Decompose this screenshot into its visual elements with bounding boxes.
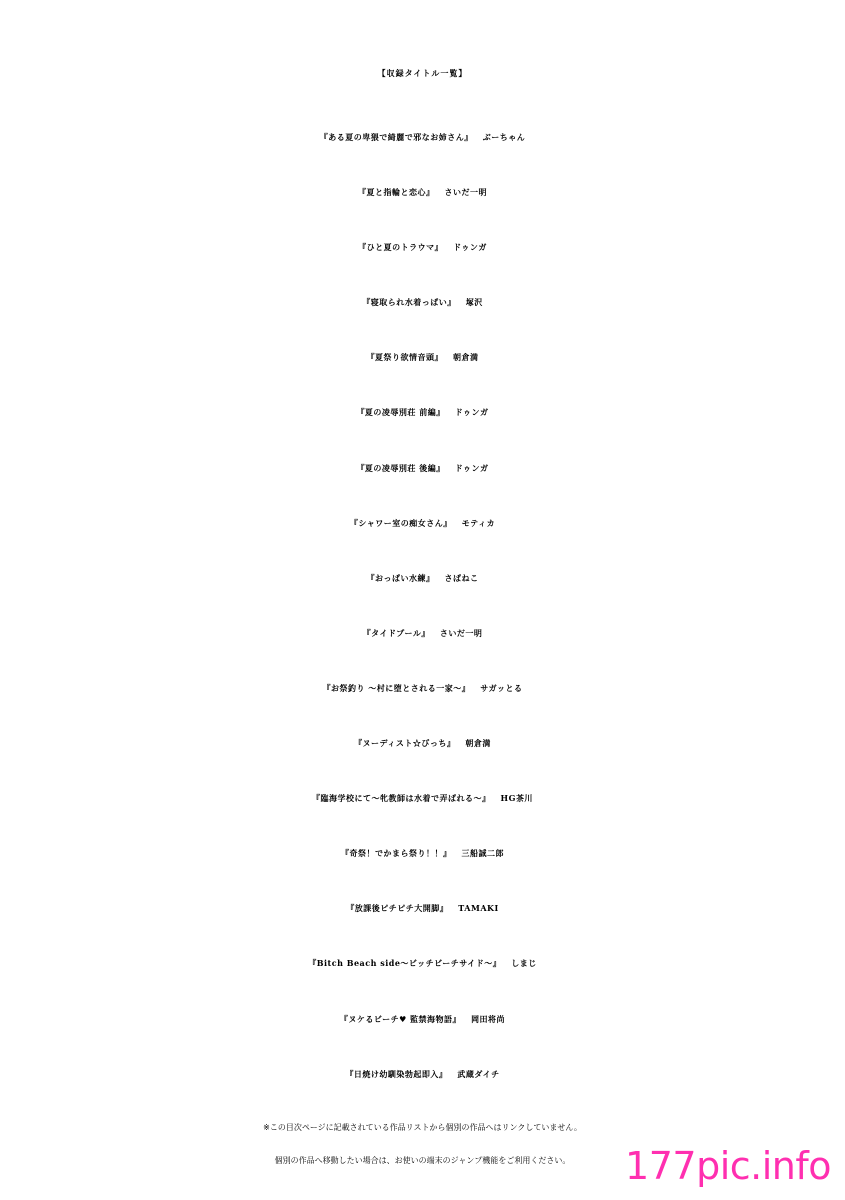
list-item xyxy=(0,167,845,222)
list-item xyxy=(0,773,845,828)
entry-title: 『日焼け幼馴染勃起即入』 xyxy=(345,1068,448,1079)
entry-author: 塚沢 xyxy=(465,297,483,308)
entry-author: ドゥンガ xyxy=(453,242,487,253)
entry-title: 『寝取られ水着っぱい』 xyxy=(362,297,456,308)
entry-author: さばねこ xyxy=(444,572,479,583)
list-item xyxy=(0,828,845,883)
entry-title: 『夏の凌辱別荘 前編』 xyxy=(356,407,445,418)
list-item xyxy=(0,553,845,608)
page-title: 【収録タイトル一覧】 xyxy=(377,68,468,78)
entry-title: 『ひと夏のトラウマ』 xyxy=(358,242,444,253)
entry-title: 『シャワー室の痴女さん』 xyxy=(349,517,452,528)
list-item xyxy=(0,883,845,938)
list-item xyxy=(0,994,845,1049)
list-item xyxy=(0,498,845,553)
list-item xyxy=(0,938,845,993)
entry-title: 『タイドプール』 xyxy=(362,627,430,638)
link-notice: ※この目次ページに記載されている作品リストから個別の作品へはリンクしていません。 xyxy=(263,1123,582,1132)
entry-author: ぶーちゃん xyxy=(482,132,526,142)
list-item xyxy=(0,277,845,332)
entry-title: 『ヌケるビーチ♥ 監禁海物語』 xyxy=(339,1013,462,1024)
list-item xyxy=(0,443,845,498)
entry-author: さいだ一明 xyxy=(444,187,487,198)
site-watermark: 177pic.info xyxy=(625,1144,831,1188)
title-list xyxy=(0,112,845,1104)
entry-title: 『おっぱい水練』 xyxy=(366,572,435,583)
entry-title: 『夏と指輪と恋心』 xyxy=(358,187,435,198)
entry-title: 『Bitch Beach side～ビッチビーチサイド～』 xyxy=(308,958,502,969)
entry-author: さいだ一明 xyxy=(439,627,483,638)
list-item xyxy=(0,663,845,718)
entry-title: 『放課後ピチピチ大開脚』 xyxy=(346,903,449,914)
list-item xyxy=(0,718,845,773)
list-item xyxy=(0,332,845,387)
entry-author: 朝倉満 xyxy=(465,738,491,749)
entry-author: 岡田将尚 xyxy=(471,1013,506,1024)
entry-title: 『お祭釣り ～村に堕とされる一家～』 xyxy=(322,682,471,693)
list-item xyxy=(0,387,845,442)
entry-author: 三船誠二郎 xyxy=(461,848,504,859)
entry-title: 『夏祭り欲情音頭』 xyxy=(366,352,443,363)
entry-author: TAMAKI xyxy=(458,903,499,914)
entry-title: 『臨海学校にて～牝教師は水着で弄ばれる～』 xyxy=(312,793,491,804)
entry-title: 『奇祭！でかまら祭り！！』 xyxy=(341,848,452,859)
entry-title: 『ヌーディスト☆びっち』 xyxy=(354,738,456,749)
entry-author: サガッとる xyxy=(480,682,523,693)
entry-author: しまじ xyxy=(511,958,537,969)
list-item xyxy=(0,608,845,663)
entry-title: 『夏の凌辱別荘 後編』 xyxy=(356,462,445,473)
entry-author: ドゥンガ xyxy=(454,407,489,418)
list-item xyxy=(0,222,845,277)
entry-title: 『ある夏の卑猥で綺麗で邪なお姉さん』 xyxy=(319,132,473,142)
entry-author: 朝倉満 xyxy=(453,352,479,363)
entry-author: ドゥンガ xyxy=(454,462,489,473)
entry-author: モティカ xyxy=(461,517,496,528)
list-item xyxy=(0,1049,845,1104)
entry-author: 武蔵ダイチ xyxy=(457,1068,500,1079)
jump-notice: 個別の作品へ移動したい場合は、お使いの端末のジャンプ機能をご利用ください。 xyxy=(274,1156,571,1165)
entry-author: HG茶川 xyxy=(500,793,533,804)
list-item xyxy=(0,112,845,167)
